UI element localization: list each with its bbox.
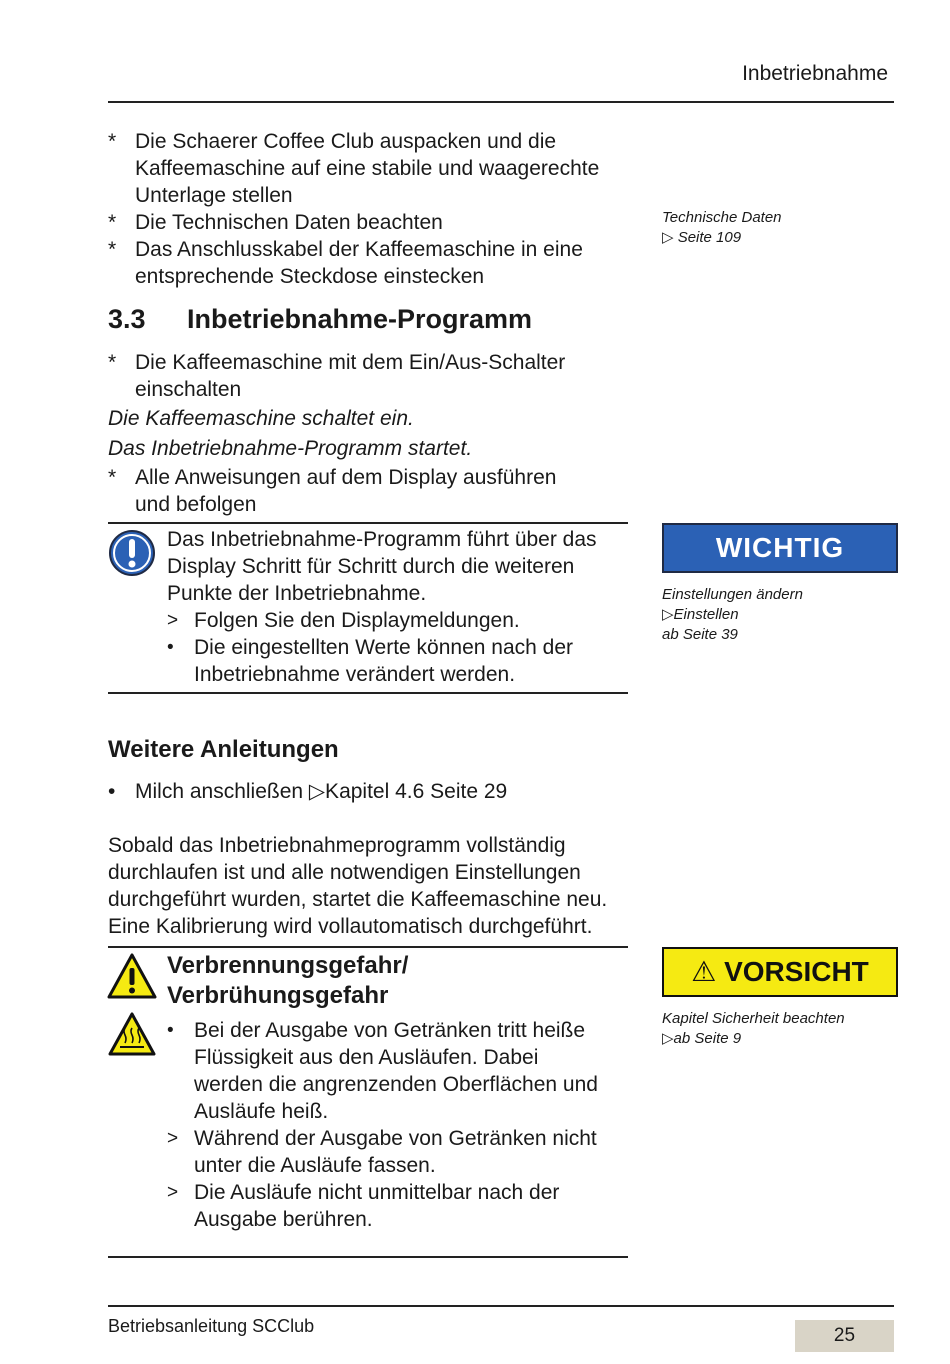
list-item-line: Unterlage stellen — [135, 184, 293, 207]
sub-item — [167, 607, 629, 634]
paragraph-line: Eine Kalibrierung wird vollautomatisch durchgeführt. — [108, 915, 593, 938]
header-rule — [108, 101, 894, 103]
sub-item — [167, 1125, 629, 1179]
list-item-line: Die Kaffeemaschine mit dem Ein/Aus-Schalter — [135, 351, 566, 374]
intro-list — [108, 128, 628, 290]
sub-item-line: werden die angrenzenden Oberflächen und — [194, 1073, 598, 1096]
further-list — [108, 778, 628, 805]
list-item — [108, 209, 628, 236]
caution-box-content — [167, 951, 629, 1233]
caution-title-line: Verbrennungsgefahr/ — [167, 952, 409, 979]
important-text-line: Das Inbetriebnahme-Programm führt über das — [167, 528, 597, 551]
sub-item-line: Während der Ausgabe von Getränken nicht — [194, 1127, 597, 1150]
step-marker: > — [167, 610, 179, 631]
list-item-line: Kaffeemaschine auf eine stabile und waagerechte — [135, 157, 600, 180]
result-line: Das Inbetriebnahme-Programm startet. — [108, 437, 473, 460]
list-item — [108, 128, 628, 209]
step-marker: > — [167, 1182, 179, 1203]
list-item — [108, 778, 628, 805]
list-item — [108, 349, 628, 403]
side-note-safety — [662, 1009, 902, 1049]
side-note-line: ab Seite 39 — [662, 626, 738, 643]
important-box-content — [167, 526, 629, 688]
bullet-marker: • — [167, 1020, 174, 1041]
list-item-line: einschalten — [135, 378, 242, 401]
footer-manual-title: Betriebsanleitung SCClub — [108, 1316, 315, 1336]
bullet-marker: * — [108, 211, 117, 234]
caution-title-line: Verbrühungsgefahr — [167, 982, 389, 1009]
list-item-line: und befolgen — [135, 493, 257, 516]
sub-item-line: Inbetriebnahme verändert werden. — [194, 663, 516, 686]
result-line: Die Kaffeemaschine schaltet ein. — [108, 407, 414, 430]
bullet-marker: • — [167, 637, 174, 658]
sub-item-line: Ausläufe heiß. — [194, 1100, 329, 1123]
header-section-title: Inbetriebnahme — [742, 62, 888, 85]
bullet-marker: * — [108, 351, 117, 374]
side-note-line: Einstellungen ändern — [662, 586, 803, 603]
footer-rule — [108, 1305, 894, 1307]
paragraph-line: durchgeführt wurden, startet die Kaffeemaschine neu. — [108, 888, 608, 911]
bullet-marker: * — [108, 238, 117, 261]
section-title: Inbetriebnahme-Programm — [187, 304, 533, 334]
side-note-link[interactable]: ▷ab Seite 9 — [662, 1030, 742, 1047]
sub-item-line: unter die Ausläufe fassen. — [194, 1154, 436, 1177]
sub-item-line: Die Ausläufe nicht unmittelbar nach der — [194, 1181, 560, 1204]
important-box-bottom-rule — [108, 692, 628, 694]
bullet-marker: * — [108, 466, 117, 489]
side-note-link[interactable]: ▷ Seite 109 — [662, 229, 742, 246]
list-item — [108, 236, 628, 290]
sub-item — [167, 1017, 629, 1125]
paragraph-line: durchlaufen ist und alle notwendigen Einstellungen — [108, 861, 581, 884]
page-number: 25 — [795, 1320, 894, 1352]
caution-box-bottom-rule — [108, 1256, 628, 1258]
important-text-line: Punkte der Inbetriebnahme. — [167, 582, 427, 605]
sub-item-line: Ausgabe berühren. — [194, 1208, 373, 1231]
warning-triangle-icon — [107, 953, 157, 999]
list-item — [108, 464, 628, 518]
sub-item — [167, 1179, 629, 1233]
important-badge: WICHTIG — [662, 523, 898, 573]
exclamation-circle-icon — [108, 529, 156, 577]
list-item-link[interactable]: Milch anschließen ▷Kapitel 4.6 Seite 29 — [135, 780, 508, 803]
side-note-technical-data — [662, 208, 902, 248]
list-item-line: Das Anschlusskabel der Kaffeemaschine in eine — [135, 238, 583, 261]
list-item-line: entsprechende Steckdose einstecken — [135, 265, 485, 288]
side-note-settings — [662, 585, 902, 645]
section-number: 3.3 — [108, 304, 146, 334]
sub-item-line: Flüssigkeit aus den Ausläufen. Dabei — [194, 1046, 539, 1069]
bullet-marker: • — [108, 780, 116, 803]
side-note-link[interactable]: ▷Einstellen — [662, 606, 739, 623]
sub-item-line: Die eingestellten Werte können nach der — [194, 636, 574, 659]
important-text-line: Display Schritt für Schritt durch die weiteren — [167, 555, 575, 578]
bullet-marker: * — [108, 130, 117, 153]
sub-item-line: Folgen Sie den Displaymeldungen. — [194, 609, 520, 632]
caution-box-top-rule — [108, 946, 628, 948]
side-note-line: Kapitel Sicherheit beachten — [662, 1010, 845, 1027]
caution-badge: ⚠ VORSICHT — [662, 947, 898, 997]
paragraph-line: Sobald das Inbetriebnahmeprogramm vollständig — [108, 834, 566, 857]
hot-surface-warning-icon — [108, 1012, 156, 1056]
list-item-line: Alle Anweisungen auf dem Display ausführen — [135, 466, 557, 489]
step-marker: > — [167, 1128, 179, 1149]
calibration-paragraph — [108, 832, 628, 940]
section-33-list — [108, 349, 628, 518]
sub-item-line: Bei der Ausgabe von Getränken tritt heiße — [194, 1019, 586, 1042]
side-note-line: Technische Daten — [662, 209, 782, 226]
important-box-top-rule — [108, 522, 628, 524]
list-item-line: Die Schaerer Coffee Club auspacken und die — [135, 130, 557, 153]
list-item-line: Die Technischen Daten beachten — [135, 211, 443, 234]
further-instructions-title: Weitere Anleitungen — [108, 736, 339, 763]
sub-item — [167, 634, 629, 688]
